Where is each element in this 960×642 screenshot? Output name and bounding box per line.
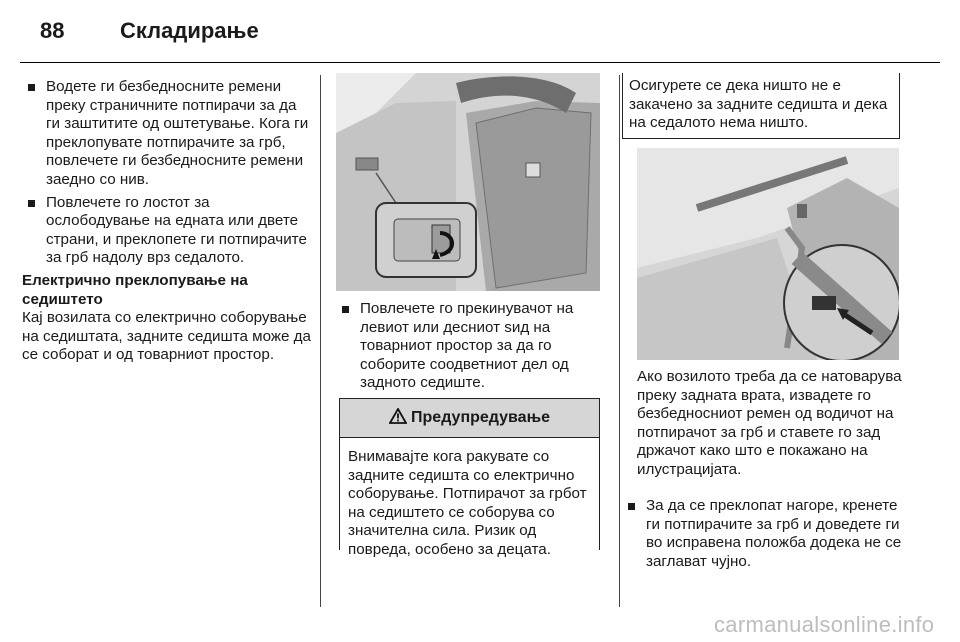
- bullet-item: Водете ги безбедносните ремени преку страничните потпирачи за да ги заштитите од оштетување. Кога ги преклопувате потпирачите за грб, повлечете ги безбедносните ремени заедно со нив.: [22, 78, 312, 190]
- page-number: 88: [40, 18, 65, 43]
- figure-caption-text: Ако возилото треба да се натоварува преку задната врата, извадете го безбедносниот ремен од водичот на потпирачот за грб и ставете го зад држачот како што е покажано на илустрацијата.: [637, 368, 902, 478]
- section-paragraph: Кај возилата со електрично соборување на седиштата, задните седишта може да се соборат и од товарниот простор.: [22, 309, 311, 364]
- column-left: [22, 78, 312, 365]
- note-box: Осигурете се дека ништо не е закачено за задните седишта и дека на седалото нема ништо.: [622, 73, 900, 139]
- header-divider: [20, 62, 940, 63]
- warning-title: Предупредување: [411, 409, 550, 426]
- section-heading: Електрично преклопување на седиштето: [22, 271, 248, 308]
- warning-text: Внимавајте кога ракувате со задните седишта со електрично соборување. Потпирачот за грбот на седиштето се соборува со значителна сила. Ризик од повреда, особено за децата.: [348, 448, 587, 558]
- bullet-item: Повлечете го лостот за ослободување на едната или двете страни, и преклопете ги потпирачите за грб надолу врз седалото.: [22, 194, 312, 268]
- cargo-switch-drawing: [336, 73, 600, 291]
- column-divider-2: [619, 75, 620, 607]
- seatbelt-guide-illustration: [637, 148, 899, 360]
- watermark: carmanualsonline.info: [714, 612, 935, 637]
- bullet-item: За да се преклопат нагоре, кренете ги потпирачите за грб и доведете ги во исправена положба додека не се заглават чујно.: [622, 497, 912, 571]
- page-header: [0, 0, 960, 62]
- warning-triangle-icon: [389, 408, 407, 429]
- seatbelt-guide-drawing: [637, 148, 899, 360]
- column-middle: [336, 300, 608, 397]
- warning-header: [340, 399, 599, 438]
- page-title: Складирање: [120, 18, 259, 43]
- bullet-item: Повлечете го прекинувачот на левиот или десниот ѕид на товарниот простор за да го соборите соодветниот дел од задното седиште.: [336, 300, 608, 393]
- warning-box: [339, 398, 600, 558]
- column-divider-1: [320, 75, 321, 607]
- cargo-switch-illustration: [336, 73, 600, 291]
